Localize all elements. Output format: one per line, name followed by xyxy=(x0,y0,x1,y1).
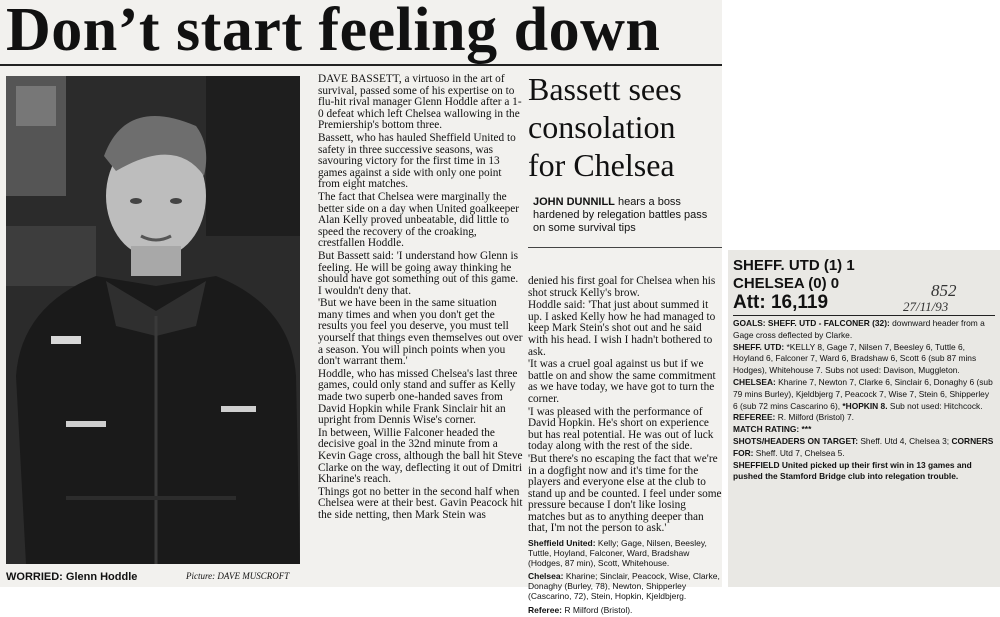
paragraph: But Bassett said: 'I understand how Glenn is feeling. He will be going away thinking he should have got something out of this game. I wouldn't deny that. xyxy=(318,249,519,297)
paragraph: 'But we have been in the same situation many times and when you don't get the results you feel you deserve, you must tell yourself that things even themselves out over a season. You will pinch points when you don't warrant them.' xyxy=(318,297,523,368)
corners-label: CORNERS FOR: xyxy=(733,435,994,458)
team-label: Sheffield United: xyxy=(528,538,596,549)
subhead-line: Bassett sees xyxy=(528,71,682,107)
paragraph: DAVE BASSETT, a virtuoso in the art of survival, passed some of his expertise on to flu-hit rival manager Glenn Hoddle after a 1-0 defeat which left Chelsea wallowing in the Premiership's bottom three. xyxy=(318,73,522,132)
goals-label: GOALS: SHEFF. UTD - FALCONER (32): xyxy=(733,318,890,328)
referee-label: Referee: xyxy=(528,604,563,615)
referee-name: R Milford (Bristol). xyxy=(564,604,633,615)
chelsea-ratings-label: CHELSEA: xyxy=(733,376,776,387)
sheff-ratings-label: SHEFF. UTD: xyxy=(733,341,785,352)
photo-caption-row xyxy=(6,569,306,585)
handwritten-date: 27/11/93 xyxy=(903,299,949,314)
team-chelsea xyxy=(528,572,722,601)
attendance: Att: 16,119 xyxy=(733,292,829,313)
paragraph: Bassett, who has hauled Sheffield United to safety in three successive seasons, was savouring victory for the first time in 13 games against a side with only one point from eight matches. xyxy=(318,131,516,191)
byline-name: JOHN DUNNILL xyxy=(533,196,615,208)
paragraph: 'I was pleased with the performance of David Hopkin. He's short on experience but has real potential. He was out of luck today along with the rest of the side. xyxy=(528,405,714,453)
paragraph: The fact that Chelsea were marginally the better side on a day when United goalkeeper Alan Kelly proved unbeatable, did little to speed the recovery of the croaking, crestfallen Hoddle. xyxy=(318,190,520,250)
photo-caption: WORRIED: Glenn Hoddle xyxy=(6,571,138,583)
hopkin-rest: Sub not used: Hitchcock. xyxy=(889,400,983,411)
handwritten-number: 852 xyxy=(931,281,957,300)
sheff-ratings: *KELLY 8, Gage 7, Nilsen 7, Beesley 6, Tuttle 6, Hoyland 6, Falconer 7, Ward 6, Bradshaw 6, Scott 6 (sub 87 mins Hodges), Whitehouse 7. Subs not used: Davison, Muggleton. xyxy=(733,341,977,376)
headline: Don’t start feeling down xyxy=(6,0,661,64)
paragraph: Hoddle, who has missed Chelsea's last three games, could only stand and suffer as Kelly made two superb one-handed saves from David Hopkin while Frank Sinclair hit an upright from Dennis Wise's corner. xyxy=(318,367,518,427)
paragraph: Things got no better in the second half when Chelsea were at their best. Gavin Peacock hit the side netting, then Mark Stein was xyxy=(318,485,523,521)
rating-stars: *** xyxy=(801,424,812,435)
scorebox-rule xyxy=(733,315,995,316)
photo-illustration xyxy=(6,76,300,564)
corners-text: Sheff. Utd 7, Chelsea 5. xyxy=(755,447,845,458)
paragraph: 'But there's no escaping the fact that we're in a dogfight now and it's time for the players and everyone else at the club to stand up and be counted. I feel under some pressure because I don't like losing matches but as to anything deeper than that, I'm not the person to ask.' xyxy=(528,452,722,535)
paragraph: Hoddle said: 'That just about summed it up. I asked Kelly how he had managed to keep Mark Stein's shot out and he said with his head. I wish I hadn't bothered to ask. xyxy=(528,299,716,358)
headline-rule xyxy=(0,64,722,66)
shots-text: Sheff. Utd 4, Chelsea 3; xyxy=(860,435,950,446)
referee-label: REFEREE: xyxy=(733,412,776,423)
referee xyxy=(528,606,722,616)
team-list: Kelly; Gage, Nilsen, Beesley, Tuttle, Hoyland, Falconer, Ward, Bradshaw (Hodges, 87 min), Scott, Whitehouse. xyxy=(528,538,707,568)
team-sheffield xyxy=(528,539,722,568)
byline xyxy=(533,196,721,235)
article-column-2 xyxy=(528,276,722,617)
paragraph: In between, Willie Falconer headed the decisive goal in the 32nd minute from a Kevin Gage cross, although the ball hit Steve Clarke on the way, deflecting it out of Dmitri Kharine's reach. xyxy=(318,426,523,486)
match-scorebox xyxy=(728,250,1000,587)
byline-text: hears a boss hardened by relegation battles pass on some survival tips xyxy=(533,196,708,234)
chelsea-ratings: Kharine 7, Newton 7, Clarke 6, Sinclair 6, Donaghy 6 (sub 79 mins Burley), Kjeldbjerg 7, Peacock 7, Wise 7, Stein 6, Shipperley 6 (sub 72 mins Cascarino 6), xyxy=(733,376,993,411)
referee-text: R. Milford (Bristol) 7. xyxy=(777,412,855,423)
subhead-line: for Chelsea xyxy=(528,147,675,183)
match-summary: SHEFFIELD United picked up their first win in 13 games and pushed the Stamford Bridge club into relegation trouble. xyxy=(733,459,972,482)
paragraph: 'It was a cruel goal against us but if we battle on and show the same commitment as we have today, we have got to turn the corner. xyxy=(528,358,716,405)
goals-text: downward header from a Gage cross deflected by Clarke. xyxy=(733,318,985,340)
paragraph: denied his first goal for Chelsea when his shot struck Kelly's brow. xyxy=(528,275,716,299)
score-home: SHEFF. UTD (1) 1 xyxy=(733,257,855,274)
rating-label: MATCH RATING: xyxy=(733,424,800,435)
match-stats xyxy=(733,318,995,483)
subheadline xyxy=(528,70,722,184)
article-column-1 xyxy=(318,74,523,523)
team-list: Kharine; Sinclair, Peacock, Wise, Clarke, Donaghy (Burley, 78), Newton, Shipperley (Cascarino, 72), Stein, Hopkin, Kjeldbjerg. xyxy=(528,571,720,602)
byline-rule xyxy=(528,247,722,248)
score-away: CHELSEA (0) 0 xyxy=(733,275,840,292)
hopkin-rating: *HOPKIN 8. xyxy=(842,400,888,411)
hoddle-photo xyxy=(6,76,300,564)
subhead-line: consolation xyxy=(528,109,676,145)
photo-credit: Picture: DAVE MUSCROFT xyxy=(186,571,290,581)
team-label: Chelsea: xyxy=(528,571,564,582)
shots-label: SHOTS/HEADERS ON TARGET: xyxy=(733,435,859,446)
